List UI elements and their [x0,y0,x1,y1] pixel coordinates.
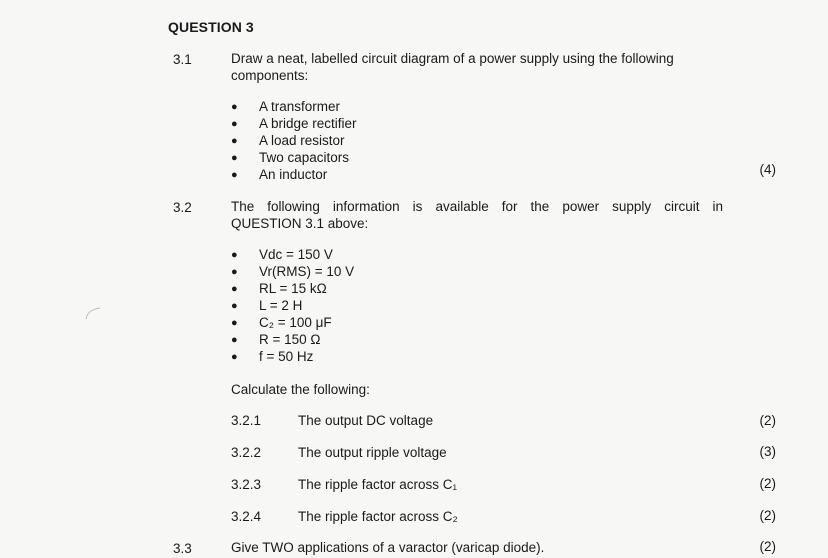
sub-number: 3.2.1 [231,413,262,428]
bullet-dot: ● [231,152,238,164]
q32-value: f = 50 Hz [259,349,314,364]
bullet-dot: ● [231,266,238,278]
bullet-dot: ● [231,169,238,181]
calc-prompt: Calculate the following: [231,382,370,397]
q31-component: A bridge rectifier [259,116,357,131]
bullet-dot: ● [231,317,238,329]
q32-value: L = 2 H [259,298,303,313]
q31-component: An inductor [259,167,328,182]
bullet-dot: ● [231,135,238,147]
sub-marks: (2) [759,413,776,428]
q32-value: R = 150 Ω [259,332,321,347]
bullet-dot: ● [231,101,238,113]
q32-text-line1: The following information is available for the power supply circuit in [231,199,723,214]
q32-value: Vdc = 150 V [259,247,333,262]
bullet-dot: ● [231,249,238,261]
q32-value: C₂ = 100 μF [259,315,332,330]
q31-component: Two capacitors [259,150,350,165]
pencil-mark-icon [84,306,102,320]
sub-number: 3.2.3 [231,477,262,492]
q32-text-line2: QUESTION 3.1 above: [231,216,369,231]
sub-number: 3.2.2 [231,445,262,460]
q32-value: RL = 15 kΩ [259,281,327,296]
q32-number: 3.2 [173,200,192,215]
sub-marks: (2) [759,508,776,523]
sub-marks: (3) [759,444,776,459]
bullet-dot: ● [231,334,238,346]
bullet-dot: ● [231,118,238,130]
sub-marks: (2) [759,476,776,491]
bullet-dot: ● [231,300,238,312]
q31-marks: (4) [759,162,776,177]
q31-text-line2: components: [231,68,309,83]
q33-marks: (2) [759,539,776,554]
question-title: QUESTION 3 [168,19,254,35]
sub-text: The output ripple voltage [298,445,447,460]
q31-text-line1: Draw a neat, labelled circuit diagram of a power supply using the following [231,51,674,66]
sub-number: 3.2.4 [231,509,262,524]
bullet-dot: ● [231,351,238,363]
q31-component: A transformer [259,99,341,114]
q33-text: Give TWO applications of a varactor (varicap diode). [231,540,545,555]
q33-number: 3.3 [173,541,192,556]
sub-text: The output DC voltage [298,413,434,428]
sub-text: The ripple factor across C₂ [298,509,458,524]
q31-number: 3.1 [173,52,192,67]
sub-text: The ripple factor across C₁ [298,477,458,492]
q31-component: A load resistor [259,133,345,148]
bullet-dot: ● [231,283,238,295]
q32-value: Vr(RMS) = 10 V [259,264,355,279]
